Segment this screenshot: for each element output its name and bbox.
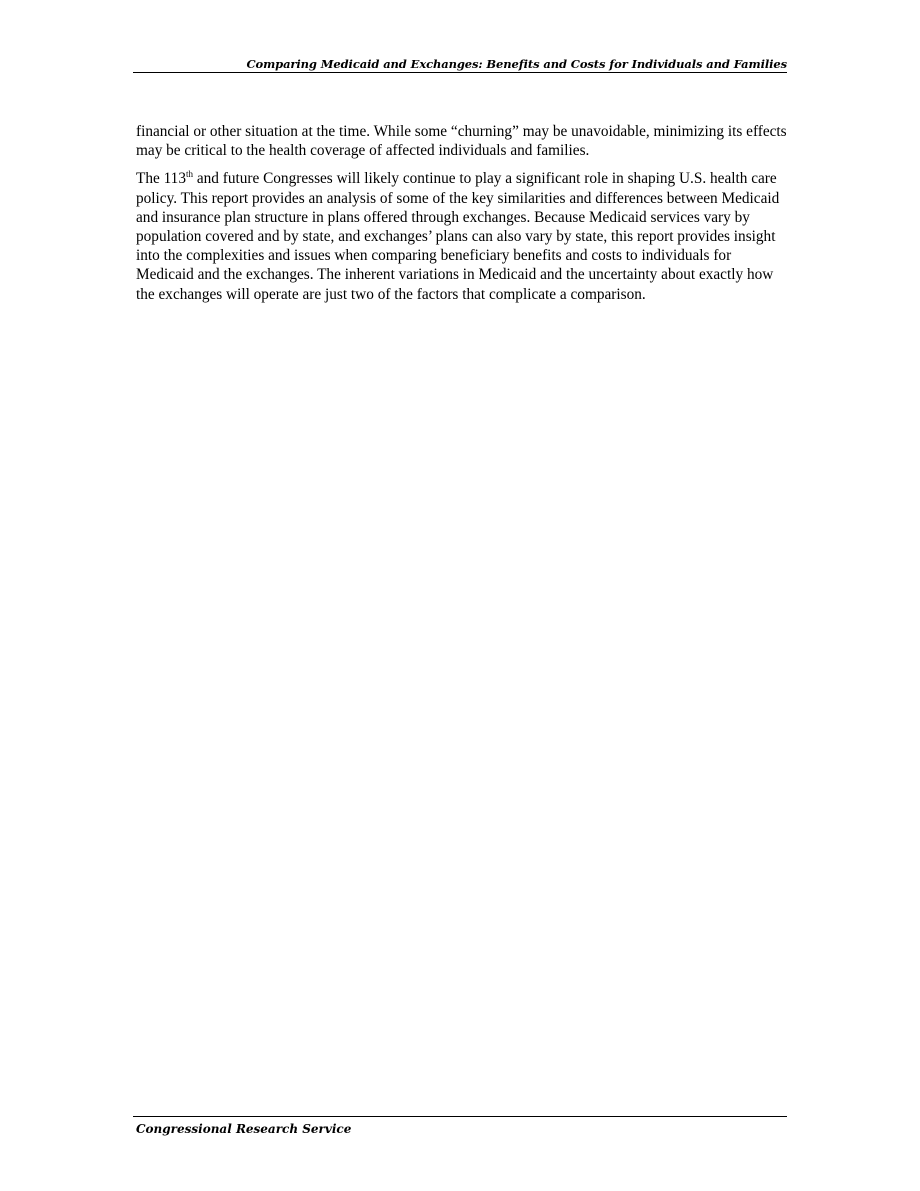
paragraph-1: financial or other situation at the time. While some “churning” may be unavoidable, minimizing its effects may be critical to the health coverage of affected individuals and families. — [136, 123, 787, 160]
ordinal-superscript: th — [185, 169, 193, 180]
paragraph-2 — [136, 169, 788, 303]
running-header: Comparing Medicaid and Exchanges: Benefits and Costs for Individuals and Families — [133, 56, 787, 73]
paragraph-2-lead: The 113 — [136, 170, 186, 188]
body-text — [136, 122, 788, 313]
running-footer: Congressional Research Service — [133, 1116, 787, 1137]
paragraph-2-rest: and future Congresses will likely continue to play a significant role in shaping U.S. health care policy. This report provides an analysis of some of the key similarities and differences between Medicaid and insurance plan structure in plans offered through exchanges. Because Medicaid services vary by population covered and by state, and exchanges’ plans can also vary by state, this report provides insight into the complexities and issues when comparing beneficiary benefits and costs to individuals for Medicaid and the exchanges. The inherent variations in Medicaid and the uncertainty about exactly how the exchanges will operate are just two of the factors that complicate a comparison. — [136, 170, 780, 303]
